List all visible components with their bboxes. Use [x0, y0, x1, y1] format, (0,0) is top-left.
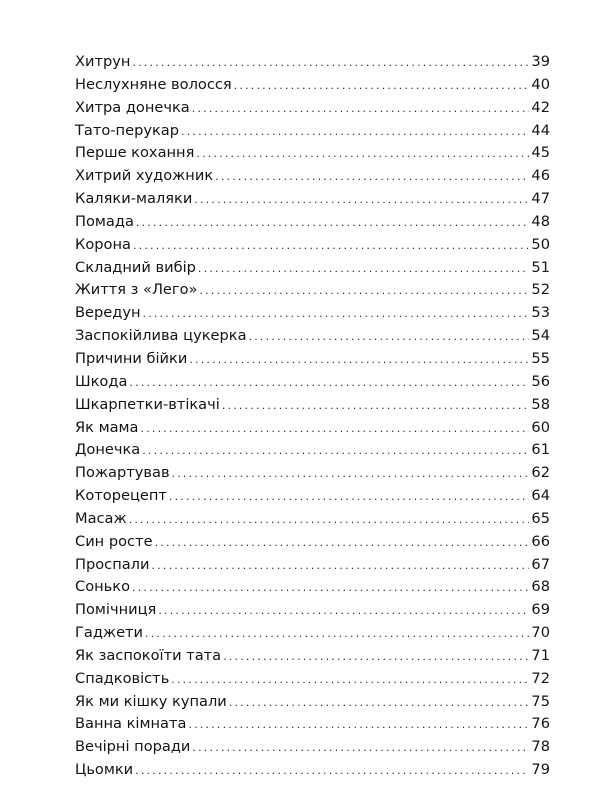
toc-entry — [75, 508, 550, 531]
toc-entry-page-number: 64 — [531, 487, 550, 505]
toc-entry-title: Як ми кішку купали — [75, 692, 227, 710]
toc-dot-leader — [155, 532, 530, 555]
toc-entry — [75, 554, 550, 577]
toc-entry-page-number: 61 — [531, 441, 550, 459]
toc-entry-page-number: 66 — [531, 532, 550, 550]
toc-dot-leader — [189, 349, 529, 372]
toc-entry-page-number: 78 — [531, 738, 550, 756]
toc-dot-leader — [133, 235, 529, 258]
toc-entry — [75, 279, 550, 302]
toc-entry-page-number: 48 — [531, 212, 550, 230]
toc-dot-leader — [141, 418, 530, 441]
toc-entry-title: Сонько — [75, 578, 131, 596]
toc-entry-page-number: 68 — [531, 578, 550, 596]
toc-entry-title: Хитра донечка — [75, 98, 190, 116]
toc-entry — [75, 74, 550, 97]
toc-dot-leader — [215, 166, 529, 189]
toc-entry — [75, 257, 550, 280]
toc-entry-page-number: 65 — [531, 509, 550, 527]
toc-entry-page-number: 72 — [531, 669, 550, 687]
toc-entry-title: Тато-перукар — [75, 121, 179, 139]
toc-entry — [75, 417, 550, 440]
toc-entry — [75, 622, 550, 645]
toc-entry-page-number: 53 — [531, 304, 550, 322]
toc-entry — [75, 234, 550, 257]
toc-entry — [75, 211, 550, 234]
toc-entry — [75, 645, 550, 668]
toc-entry-page-number: 67 — [531, 555, 550, 573]
toc-dot-leader — [145, 623, 529, 646]
toc-entry-title: Которецепт — [75, 487, 167, 505]
toc-entry-page-number: 69 — [531, 601, 550, 619]
toc-entry-page-number: 70 — [531, 624, 550, 642]
toc-dot-leader — [132, 577, 529, 600]
toc-entry-title: Цьомки — [75, 761, 134, 779]
toc-entry — [75, 439, 550, 462]
toc-dot-leader — [169, 486, 530, 509]
toc-entry-title: Складний вибір — [75, 258, 196, 276]
toc-dot-leader — [135, 760, 529, 783]
toc-dot-leader — [196, 143, 529, 166]
toc-entry — [75, 531, 550, 554]
toc-entry-title: Пожартував — [75, 464, 170, 482]
toc-dot-leader — [198, 258, 530, 281]
toc-entry — [75, 576, 550, 599]
toc-entry-title: Хитрун — [75, 53, 131, 70]
toc-entry — [75, 120, 550, 143]
table-of-contents — [75, 51, 550, 782]
toc-dot-leader — [129, 509, 530, 532]
toc-entry-title: Каляки-маляки — [75, 190, 193, 208]
toc-entry — [75, 394, 550, 417]
toc-dot-leader — [192, 737, 529, 760]
toc-entry-page-number: 71 — [531, 646, 550, 664]
toc-entry-page-number: 52 — [531, 281, 550, 299]
toc-entry-page-number: 79 — [531, 761, 550, 779]
toc-entry — [75, 188, 550, 211]
toc-dot-leader — [199, 280, 529, 303]
toc-dot-leader — [152, 555, 530, 578]
toc-dot-leader — [158, 600, 529, 623]
toc-entry — [75, 348, 550, 371]
toc-entry-page-number: 55 — [531, 349, 550, 367]
toc-dot-leader — [223, 646, 529, 669]
toc-dot-leader — [136, 212, 530, 235]
toc-entry — [75, 371, 550, 394]
toc-entry-page-number: 40 — [531, 75, 550, 93]
toc-entry — [75, 165, 550, 188]
toc-entry-title: Хитрий художник — [75, 167, 214, 185]
toc-entry-title: Ванна кімната — [75, 715, 187, 733]
toc-entry-title: Перше кохання — [75, 144, 195, 162]
toc-dot-leader — [229, 692, 530, 715]
toc-entry-title: Як мама — [75, 418, 139, 436]
toc-entry — [75, 668, 550, 691]
toc-entry — [75, 462, 550, 485]
toc-entry-page-number: 45 — [531, 144, 550, 162]
toc-entry-page-number: 39 — [531, 53, 550, 70]
toc-entry-title: Шкода — [75, 372, 128, 390]
toc-entry-title: Неслухняне волосся — [75, 75, 232, 93]
toc-entry-page-number: 54 — [531, 327, 550, 345]
toc-entry-page-number: 76 — [531, 715, 550, 733]
toc-entry-title: Масаж — [75, 509, 127, 527]
toc-entry — [75, 97, 550, 120]
toc-entry-page-number: 47 — [531, 190, 550, 208]
toc-entry-title: Причини бійки — [75, 349, 188, 367]
toc-entry — [75, 302, 550, 325]
toc-entry-title: Гаджети — [75, 624, 144, 642]
toc-entry-title: Помічниця — [75, 601, 157, 619]
toc-entry — [75, 736, 550, 759]
toc-dot-leader — [129, 372, 529, 395]
toc-dot-leader — [143, 303, 530, 326]
toc-dot-leader — [192, 98, 530, 121]
toc-entry-page-number: 56 — [531, 372, 550, 390]
toc-dot-leader — [249, 326, 530, 349]
toc-entry-page-number: 44 — [531, 121, 550, 139]
toc-entry — [75, 51, 550, 74]
toc-entry-title: Донечка — [75, 441, 141, 459]
toc-entry-title: Заспокійлива цукерка — [75, 327, 247, 345]
toc-dot-leader — [132, 52, 529, 75]
toc-entry-title: Корона — [75, 235, 131, 253]
toc-entry-title: Вечірні поради — [75, 738, 191, 756]
toc-dot-leader — [172, 463, 530, 486]
toc-dot-leader — [171, 669, 529, 692]
toc-entry — [75, 325, 550, 348]
toc-entry-title: Як заспокоїти тата — [75, 646, 222, 664]
toc-entry-page-number: 51 — [531, 258, 550, 276]
toc-entry-title: Шкарпетки-втікачі — [75, 395, 220, 413]
toc-entry-title: Спадковість — [75, 669, 170, 687]
toc-entry — [75, 691, 550, 714]
toc-entry-page-number: 46 — [531, 167, 550, 185]
toc-entry-page-number: 60 — [531, 418, 550, 436]
toc-entry-page-number: 75 — [531, 692, 550, 710]
toc-entry — [75, 485, 550, 508]
toc-dot-leader — [142, 440, 529, 463]
toc-entry — [75, 599, 550, 622]
toc-dot-leader — [188, 714, 529, 737]
toc-dot-leader — [234, 75, 530, 98]
toc-entry — [75, 713, 550, 736]
toc-entry-title: Проспали — [75, 555, 150, 573]
toc-entry-page-number: 42 — [531, 98, 550, 116]
toc-entry-page-number: 50 — [531, 235, 550, 253]
toc-dot-leader — [181, 121, 529, 144]
toc-dot-leader — [222, 395, 530, 418]
toc-entry-title: Помада — [75, 212, 134, 230]
toc-entry-page-number: 58 — [531, 395, 550, 413]
toc-entry-title: Вередун — [75, 304, 141, 322]
toc-dot-leader — [194, 189, 529, 212]
toc-entry-title: Життя з «Лего» — [75, 281, 198, 299]
toc-entry — [75, 142, 550, 165]
toc-entry — [75, 759, 550, 782]
toc-entry-title: Син росте — [75, 532, 153, 550]
toc-entry-page-number: 62 — [531, 464, 550, 482]
